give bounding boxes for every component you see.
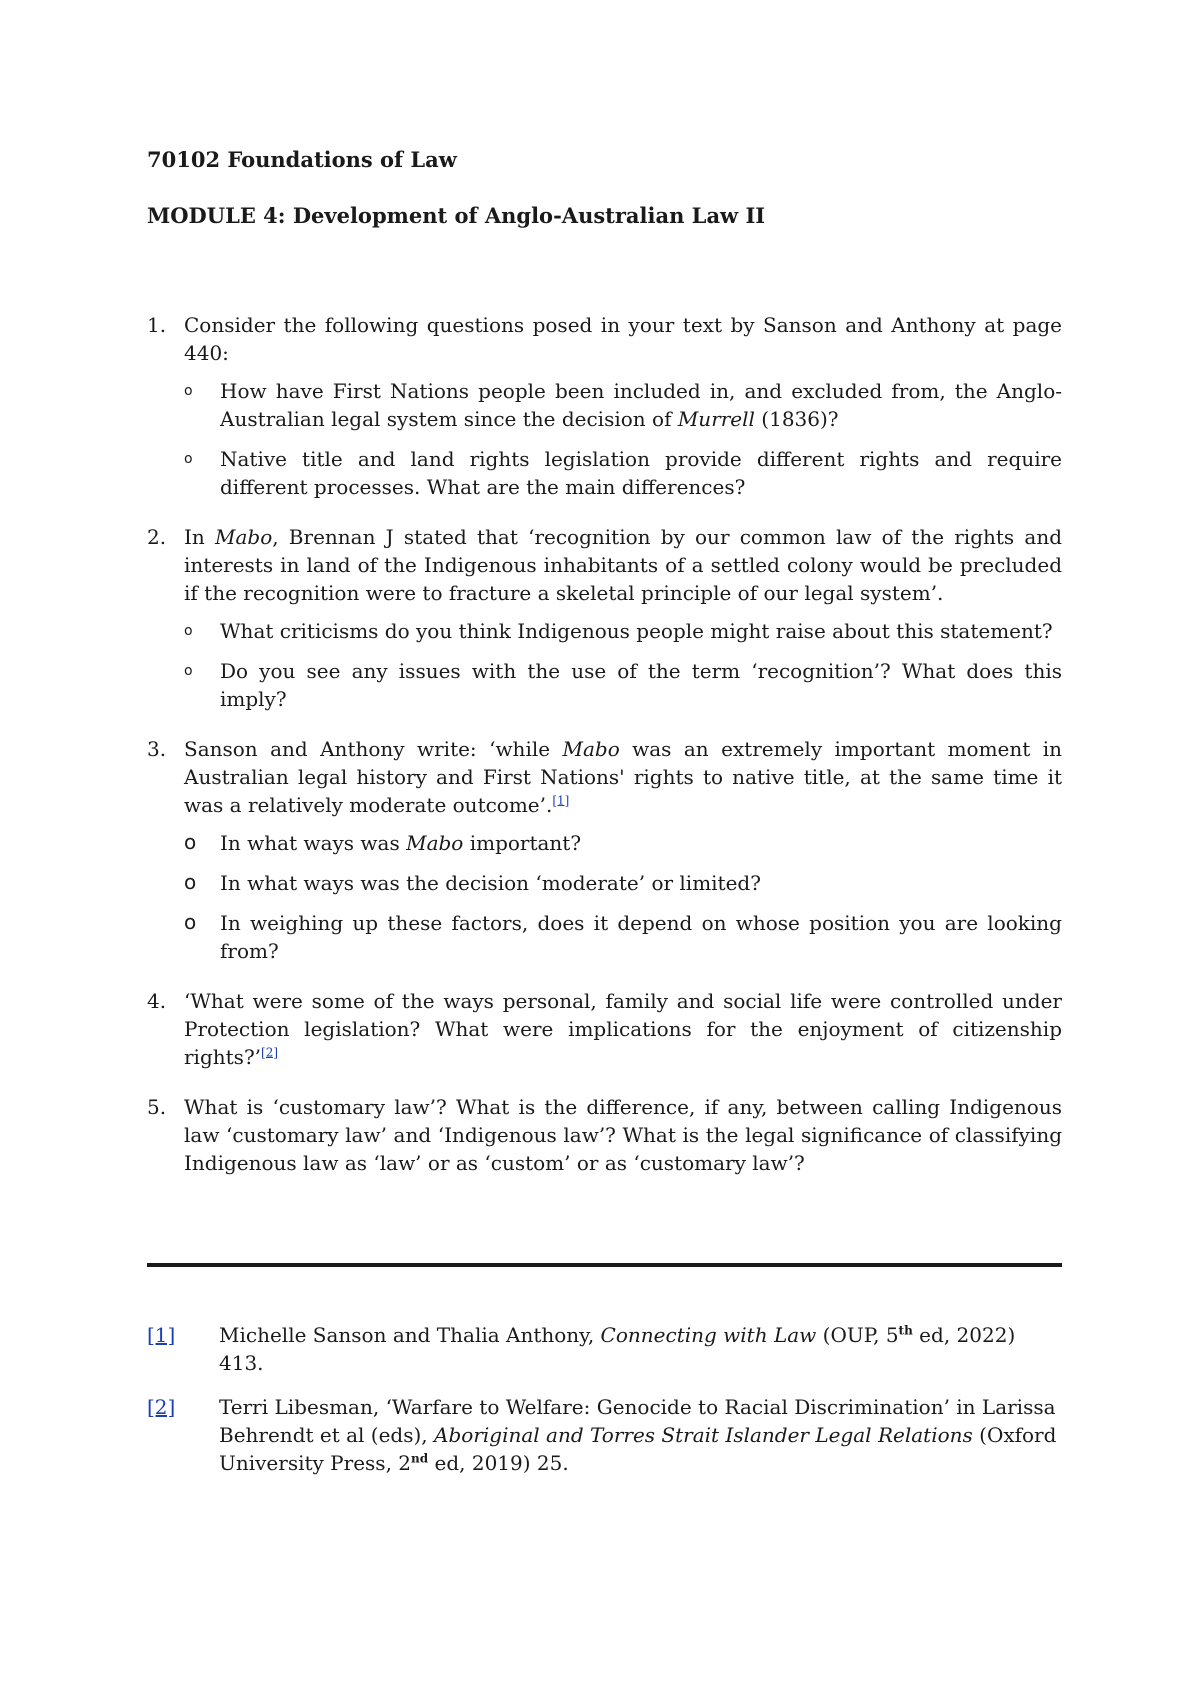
sub-question-text: In what ways was Mabo important? <box>220 831 582 855</box>
question-item-5 <box>147 1093 1062 1177</box>
footnote-item-1 <box>147 1321 1062 1377</box>
book-title: Connecting with Law <box>600 1323 817 1347</box>
sub-question-item <box>184 829 1062 857</box>
sub-question-text: Do you see any issues with the use of the term ‘recognition’? What does this imply? <box>220 659 1062 711</box>
bullet-circle-icon: o <box>184 451 193 467</box>
question-list <box>147 311 1062 1177</box>
question-number: 4. <box>147 989 167 1013</box>
question-item-1 <box>147 311 1062 501</box>
sub-question-item <box>184 617 1062 645</box>
footnote-text: Michelle Sanson and Thalia Anthony, Connecting with Law (OUP, 5th ed, 2022) 413. <box>219 1323 1016 1375</box>
question-item-4 <box>147 987 1062 1071</box>
question-text: What is ‘customary law’? What is the difference, if any, between calling Indigenous law ‘customary law’ and ‘Indigenous law’? What is the legal significance of classifying Indigenous law as ‘law’ or as ‘custom’ or as ‘customary law’? <box>184 1095 1062 1175</box>
sub-question-list <box>184 377 1062 501</box>
sub-question-item <box>184 657 1062 713</box>
sub-question-text: Native title and land rights legislation provide different rights and require different processes. What are the main differences? <box>220 447 1062 499</box>
bullet-circle-icon: o <box>184 830 197 854</box>
module-title: MODULE 4: Development of Anglo-Australian Law II <box>147 203 766 228</box>
question-number: 5. <box>147 1095 167 1119</box>
question-item-3 <box>147 735 1062 965</box>
footnote-backlink-1[interactable]: [1] <box>147 1323 176 1347</box>
sub-question-text: In what ways was the decision ‘moderate’ or limited? <box>220 871 761 895</box>
footnote-text: Terri Libesman, ‘Warfare to Welfare: Genocide to Racial Discrimination’ in Larissa Behrendt et al (eds), Aboriginal and Torres Strait Islander Legal Relations (Oxford University Press, 2nd ed, 2019) 25. <box>219 1395 1057 1475</box>
bullet-circle-icon: o <box>184 910 197 934</box>
footnote-divider <box>147 1263 1062 1267</box>
footnote-item-2 <box>147 1393 1062 1477</box>
question-text: Consider the following questions posed in your text by Sanson and Anthony at page 440: <box>184 313 1062 365</box>
question-text: Sanson and Anthony write: ‘while Mabo was an extremely important moment in Australian legal history and First Nations' rights to native title, at the same time it was a relatively moderate outcome’.[1] <box>184 737 1062 817</box>
question-text: ‘What were some of the ways personal, family and social life were controlled under Protection legislation? What were implications for the enjoyment of citizenship rights?’[2] <box>184 989 1062 1069</box>
question-number: 1. <box>147 313 167 337</box>
question-text: In Mabo, Brennan J stated that ‘recognition by our common law of the rights and interests in land of the Indigenous inhabitants of a settled colony would be precluded if the recognition were to fracture a skeletal principle of our legal system’. <box>184 525 1063 605</box>
question-number: 3. <box>147 737 167 761</box>
sub-question-item <box>184 909 1062 965</box>
footnotes-section <box>147 1321 1062 1477</box>
footnote-backlink-2[interactable]: [2] <box>147 1395 176 1419</box>
sub-question-item <box>184 377 1062 433</box>
bullet-circle-icon: o <box>184 870 197 894</box>
case-name: Murrell <box>677 407 755 431</box>
footnote-link-1[interactable]: [1] <box>552 793 570 808</box>
sub-question-list <box>184 829 1062 965</box>
case-name: Mabo <box>562 737 620 761</box>
case-name: Mabo <box>215 525 273 549</box>
course-title: 70102 Foundations of Law <box>147 147 457 172</box>
document-page <box>147 145 1062 1493</box>
bullet-circle-icon: o <box>184 663 193 679</box>
book-title: Aboriginal and Torres Strait Islander Legal Relations <box>434 1423 973 1447</box>
bullet-circle-icon: o <box>184 383 193 399</box>
bullet-circle-icon: o <box>184 623 193 639</box>
sub-question-text: How have First Nations people been included in, and excluded from, the Anglo-Australian legal system since the decision of Murrell (1836)? <box>220 379 1062 431</box>
case-name: Mabo <box>406 831 464 855</box>
sub-question-list <box>184 617 1062 713</box>
sub-question-text: What criticisms do you think Indigenous people might raise about this statement? <box>220 619 1053 643</box>
question-item-2 <box>147 523 1062 713</box>
sub-question-text: In weighing up these factors, does it depend on whose position you are looking from? <box>220 911 1062 963</box>
sub-question-item <box>184 869 1062 897</box>
sub-question-item <box>184 445 1062 501</box>
question-number: 2. <box>147 525 167 549</box>
footnote-link-2[interactable]: [2] <box>261 1045 279 1060</box>
